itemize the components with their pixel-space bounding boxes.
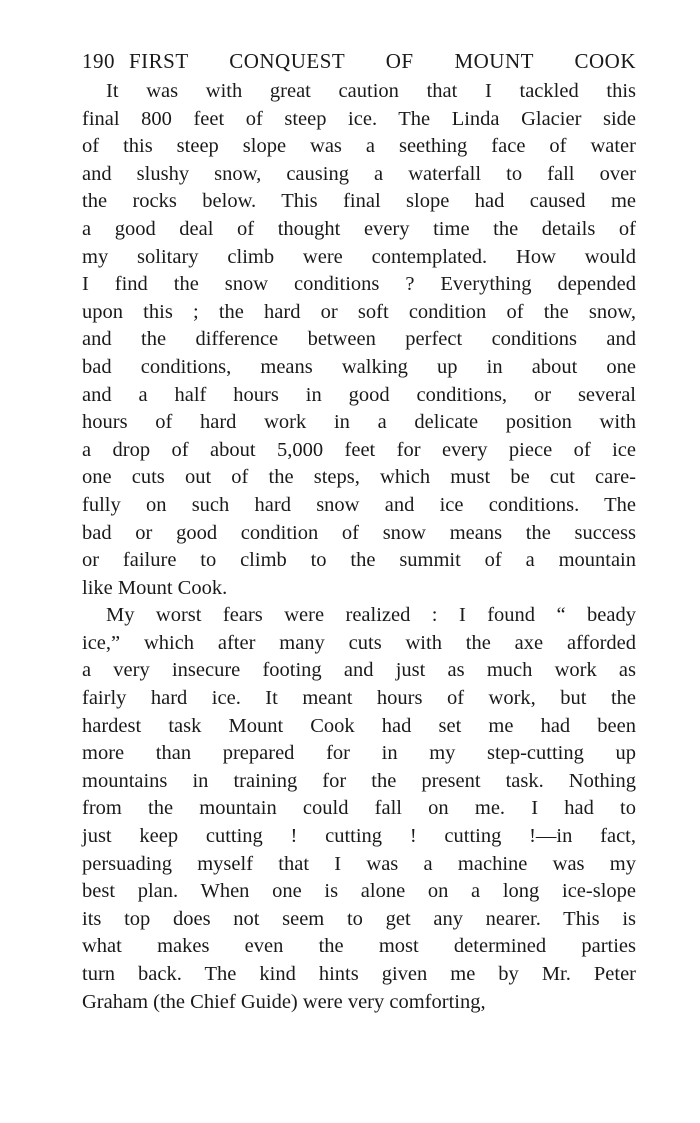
- text-line: hardest task Mount Cook had set me had been: [82, 714, 636, 737]
- text-line: It was with great caution that I tackled this: [106, 80, 636, 102]
- text-line: from the mountain could fall on me. I had to: [82, 797, 636, 820]
- text-line: or failure to climb to the summit of a mountain: [82, 549, 636, 572]
- text-line: Graham (the Chief Guide) were very comforting,: [82, 990, 486, 1013]
- text-line: more than prepared for in my step-cutting up: [82, 742, 636, 765]
- text-line: its top does not seem to get any nearer. This is: [82, 907, 636, 930]
- text-line: best plan. When one is alone on a long ice-slope: [82, 880, 636, 903]
- text-line: bad or good condition of snow means the success: [82, 521, 636, 544]
- text-line: hours of hard work in a delicate position with: [82, 411, 636, 434]
- paragraph: [82, 602, 636, 1016]
- text-line: a very insecure footing and just as much work as: [82, 659, 636, 682]
- text-line: final 800 feet of steep ice. The Linda Glacier side: [82, 107, 636, 130]
- text-line: like Mount Cook.: [82, 576, 228, 599]
- text-line: what makes even the most determined parties: [82, 935, 636, 958]
- body-text: [82, 78, 636, 1016]
- paragraph: [82, 78, 636, 602]
- text-line: the rocks below. This final slope had caused me: [82, 190, 636, 213]
- text-line: I find the snow conditions ? Everything depended: [82, 273, 636, 296]
- text-line: fairly hard ice. It meant hours of work, but the: [82, 687, 636, 710]
- text-line: and slushy snow, causing a waterfall to fall over: [82, 162, 636, 185]
- running-title: FIRST CONQUEST OF MOUNT COOK: [129, 49, 636, 73]
- text-line: and the difference between perfect conditions and: [82, 328, 636, 351]
- text-line: turn back. The kind hints given me by Mr. Peter: [82, 963, 636, 985]
- running-head: [82, 46, 636, 76]
- text-line: my solitary climb were contemplated. How would: [82, 245, 636, 268]
- text-line: ice,” which after many cuts with the axe afforded: [82, 631, 636, 654]
- text-line: of this steep slope was a seething face of water: [82, 135, 636, 158]
- text-line: upon this ; the hard or soft condition of the snow,: [82, 300, 636, 323]
- text-line: My worst fears were realized : I found “ beady: [106, 604, 636, 627]
- text-line: mountains in training for the present task. Nothing: [82, 769, 636, 792]
- text-line: a good deal of thought every time the details of: [82, 217, 636, 240]
- book-page: [82, 46, 636, 1016]
- text-line: persuading myself that I was a machine was my: [82, 852, 636, 875]
- text-line: and a half hours in good conditions, or several: [82, 383, 636, 406]
- text-line: a drop of about 5,000 feet for every piece of ice: [82, 438, 636, 461]
- text-line: one cuts out of the steps, which must be cut care-: [82, 466, 636, 489]
- text-line: just keep cutting ! cutting ! cutting !—in fact,: [82, 825, 636, 848]
- text-line: fully on such hard snow and ice conditions. The: [82, 493, 636, 516]
- text-line: bad conditions, means walking up in about one: [82, 355, 636, 378]
- page-number: 190: [82, 49, 115, 73]
